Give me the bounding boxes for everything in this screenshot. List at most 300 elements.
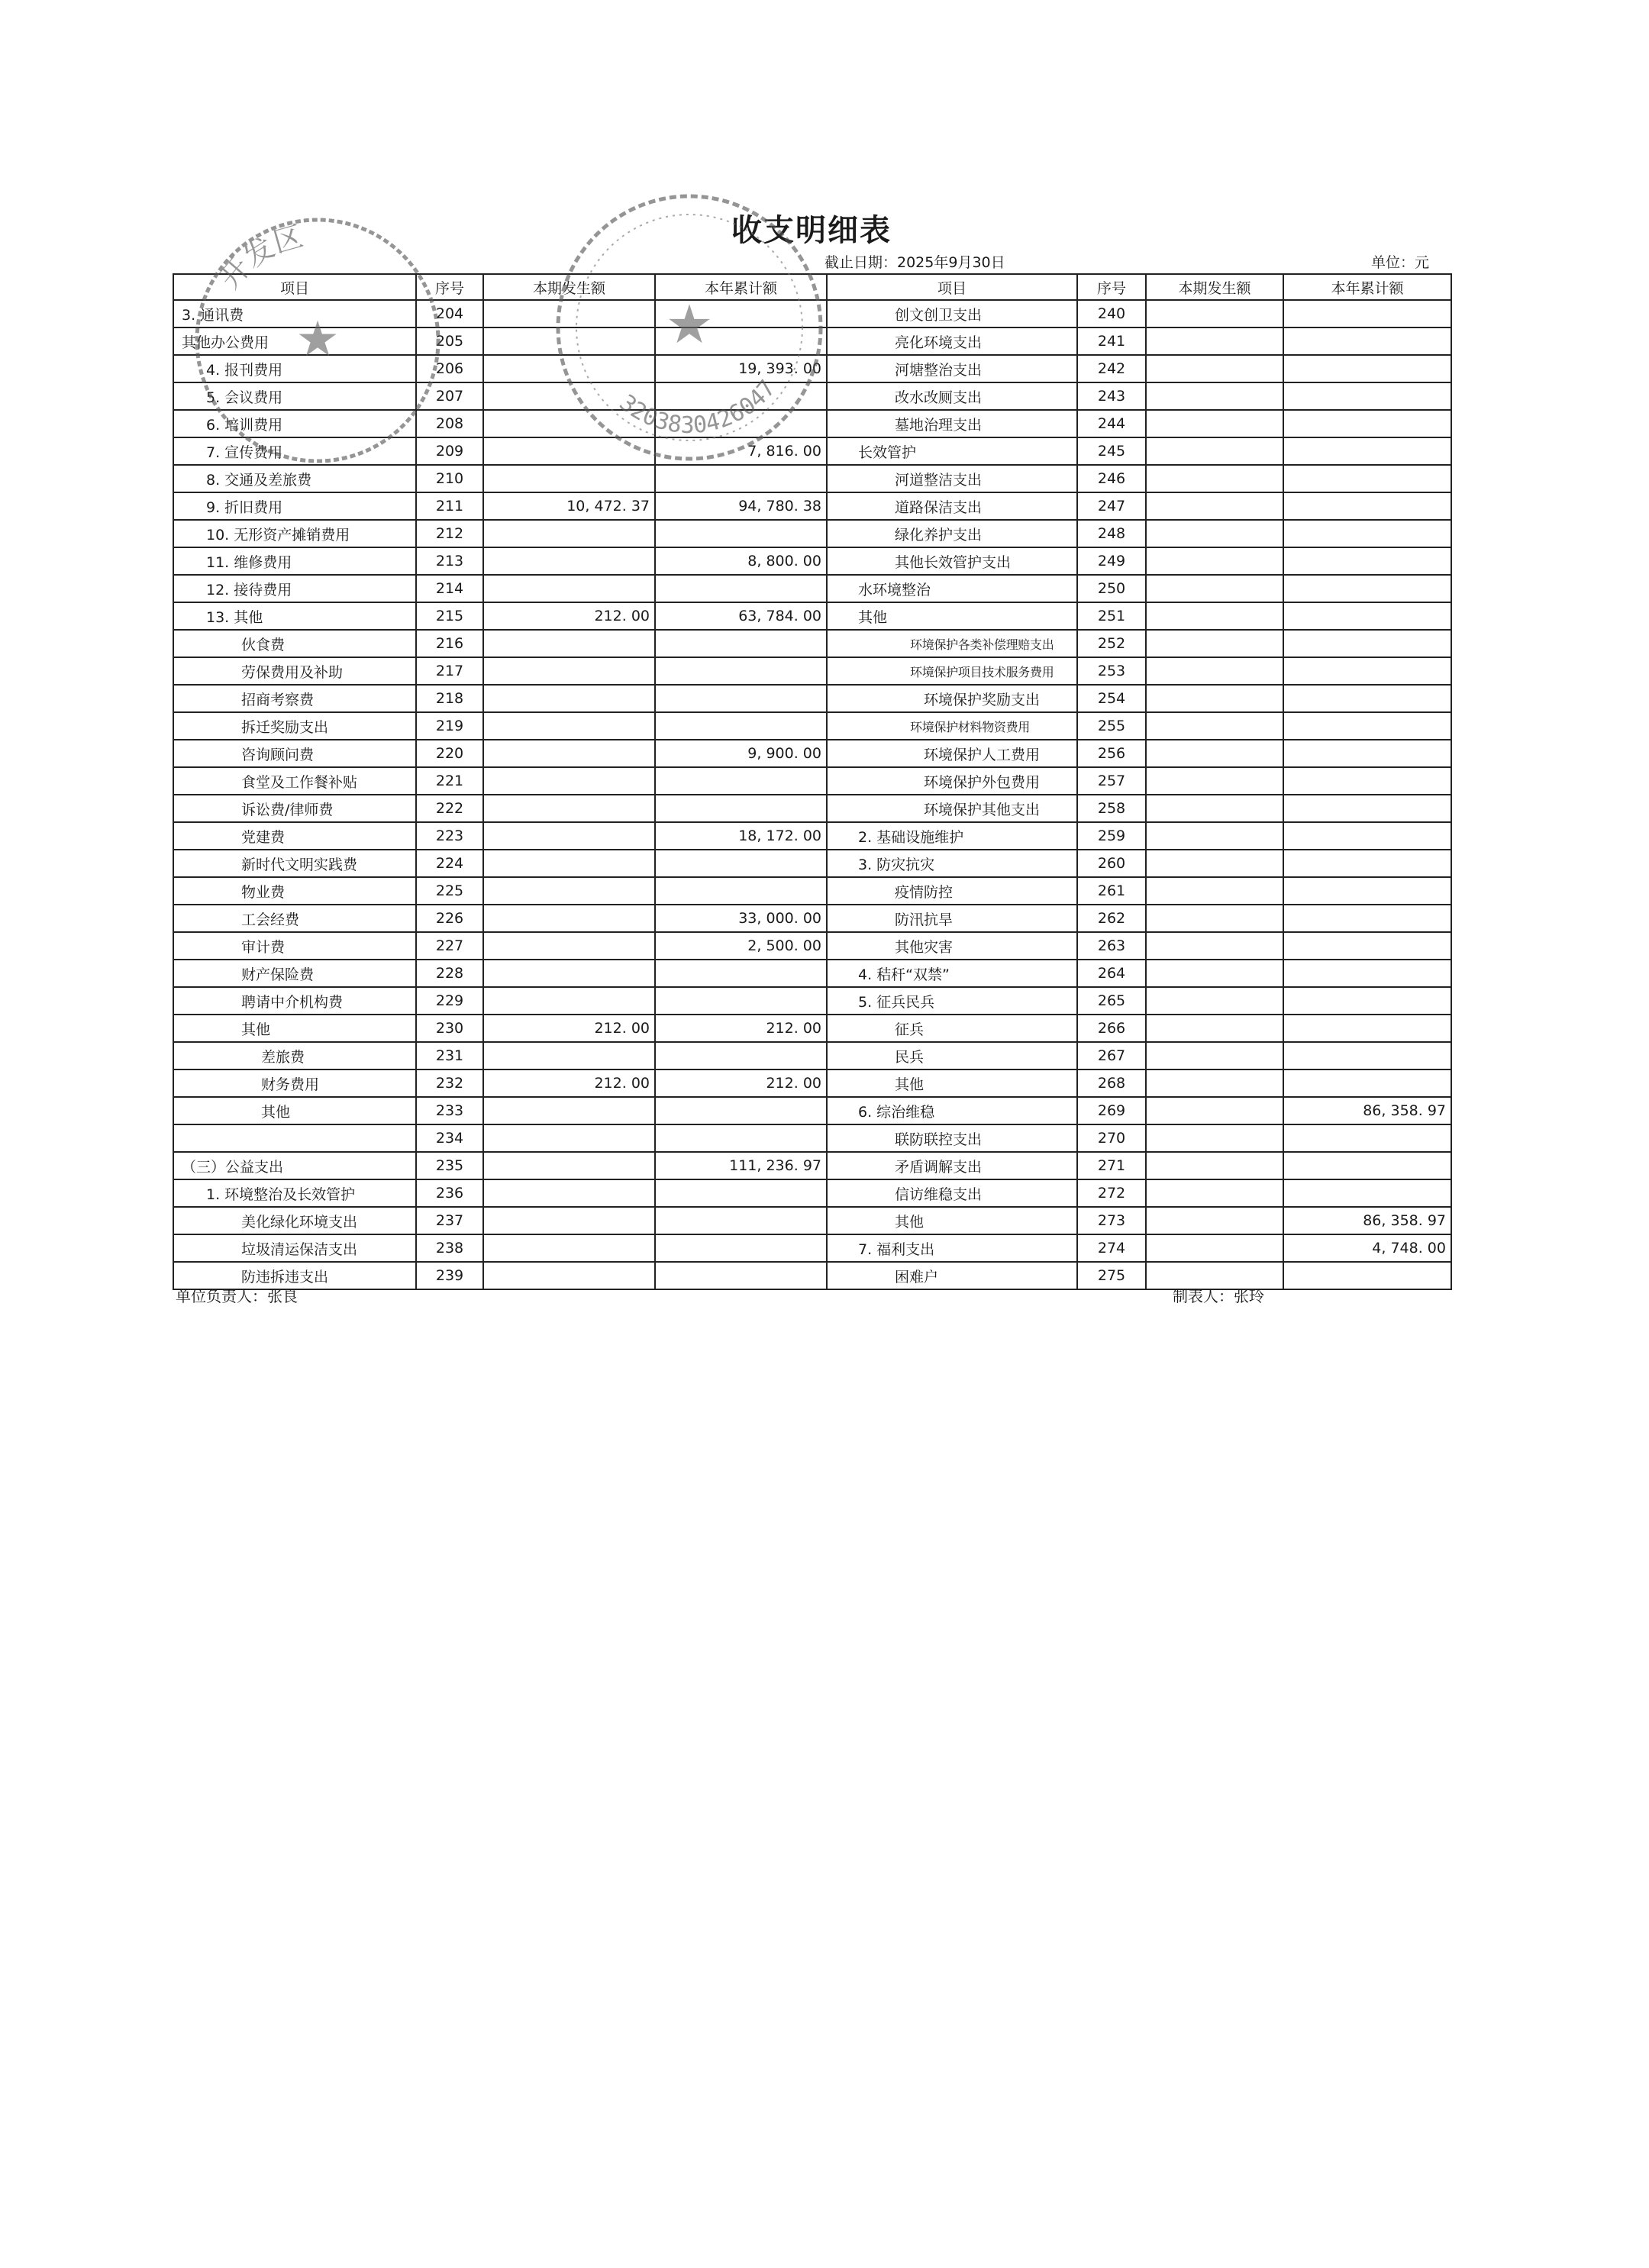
ledger-table	[173, 273, 1452, 1290]
left-ytd-cell	[655, 1097, 827, 1124]
right-seq-cell: 246	[1077, 465, 1146, 492]
left-item-cell: 财产保险费	[173, 960, 416, 987]
left-ytd-cell	[655, 987, 827, 1015]
right-seq-cell: 259	[1077, 822, 1146, 850]
right-item-cell: 6. 综治维稳	[827, 1097, 1077, 1124]
left-item-cell	[173, 1124, 416, 1152]
left-seq-cell: 233	[416, 1097, 483, 1124]
header-ytd-right: 本年累计额	[1283, 274, 1451, 300]
right-seq-cell: 270	[1077, 1124, 1146, 1152]
left-item-cell: 聘请中介机构费	[173, 987, 416, 1015]
right-ytd-cell	[1283, 382, 1451, 410]
table-row	[173, 1152, 1451, 1179]
right-seq-cell: 263	[1077, 932, 1146, 960]
left-current-cell	[483, 960, 655, 987]
right-item-cell: 其他长效管护支出	[827, 547, 1077, 575]
right-current-cell	[1146, 740, 1283, 767]
left-seq-cell: 208	[416, 410, 483, 437]
left-seq-cell: 205	[416, 327, 483, 355]
right-ytd-cell	[1283, 630, 1451, 657]
right-ytd-cell	[1283, 547, 1451, 575]
left-item-cell: 10. 无形资产摊销费用	[173, 520, 416, 547]
left-ytd-cell	[655, 1234, 827, 1262]
right-seq-cell: 256	[1077, 740, 1146, 767]
left-item-cell: 物业费	[173, 877, 416, 905]
right-item-cell: 环境保护项目技术服务费用	[827, 657, 1077, 685]
right-seq-cell: 267	[1077, 1042, 1146, 1069]
right-seq-cell: 253	[1077, 657, 1146, 685]
left-seq-cell: 211	[416, 492, 483, 520]
right-item-cell: 民兵	[827, 1042, 1077, 1069]
left-seq-cell: 229	[416, 987, 483, 1015]
left-current-cell: 212. 00	[483, 1015, 655, 1042]
table-header-row	[173, 274, 1451, 300]
right-ytd-cell	[1283, 602, 1451, 630]
left-item-cell: 党建费	[173, 822, 416, 850]
right-current-cell	[1146, 1097, 1283, 1124]
right-item-cell: 环境保护其他支出	[827, 795, 1077, 822]
right-ytd-cell	[1283, 795, 1451, 822]
left-item-cell: 7. 宣传费用	[173, 437, 416, 465]
right-current-cell	[1146, 1015, 1283, 1042]
left-ytd-cell	[655, 1124, 827, 1152]
right-item-cell: 5. 征兵民兵	[827, 987, 1077, 1015]
left-item-cell: 其他办公费用	[173, 327, 416, 355]
right-current-cell	[1146, 1069, 1283, 1097]
right-current-cell	[1146, 1152, 1283, 1179]
right-current-cell	[1146, 767, 1283, 795]
left-ytd-cell	[655, 1042, 827, 1069]
left-ytd-cell	[655, 520, 827, 547]
right-seq-cell: 272	[1077, 1179, 1146, 1207]
right-ytd-cell	[1283, 1262, 1451, 1289]
right-ytd-cell	[1283, 437, 1451, 465]
table-row	[173, 410, 1451, 437]
left-item-cell: 诉讼费/律师费	[173, 795, 416, 822]
left-item-cell: 招商考察费	[173, 685, 416, 712]
left-ytd-cell: 18, 172. 00	[655, 822, 827, 850]
header-current-left: 本期发生额	[483, 274, 655, 300]
header-item-right: 项目	[827, 274, 1077, 300]
table-row	[173, 657, 1451, 685]
table-row	[173, 712, 1451, 740]
right-seq-cell: 251	[1077, 602, 1146, 630]
left-item-cell: 1. 环境整治及长效管护	[173, 1179, 416, 1207]
left-seq-cell: 228	[416, 960, 483, 987]
right-item-cell: 改水改厕支出	[827, 382, 1077, 410]
right-current-cell	[1146, 877, 1283, 905]
left-item-cell: 13. 其他	[173, 602, 416, 630]
left-seq-cell: 227	[416, 932, 483, 960]
left-current-cell	[483, 520, 655, 547]
right-current-cell	[1146, 382, 1283, 410]
table-row	[173, 492, 1451, 520]
left-current-cell	[483, 795, 655, 822]
left-item-cell: 9. 折旧费用	[173, 492, 416, 520]
right-current-cell	[1146, 850, 1283, 877]
table-row	[173, 1042, 1451, 1069]
right-seq-cell: 260	[1077, 850, 1146, 877]
left-item-cell: 3. 通讯费	[173, 300, 416, 327]
table-row	[173, 822, 1451, 850]
header-seq-left: 序号	[416, 274, 483, 300]
left-ytd-cell: 33, 000. 00	[655, 905, 827, 932]
table-row	[173, 382, 1451, 410]
left-ytd-cell	[655, 465, 827, 492]
left-ytd-cell	[655, 712, 827, 740]
left-seq-cell: 217	[416, 657, 483, 685]
left-current-cell	[483, 1042, 655, 1069]
right-current-cell	[1146, 410, 1283, 437]
table-row	[173, 877, 1451, 905]
right-item-cell: 疫情防控	[827, 877, 1077, 905]
table-row	[173, 300, 1451, 327]
right-item-cell: 3. 防灾抗灾	[827, 850, 1077, 877]
left-current-cell	[483, 850, 655, 877]
left-seq-cell: 204	[416, 300, 483, 327]
right-current-cell	[1146, 602, 1283, 630]
right-item-cell: 困难户	[827, 1262, 1077, 1289]
right-ytd-cell: 86, 358. 97	[1283, 1207, 1451, 1234]
right-ytd-cell	[1283, 300, 1451, 327]
right-current-cell	[1146, 1124, 1283, 1152]
right-seq-cell: 250	[1077, 575, 1146, 602]
header-seq-right: 序号	[1077, 274, 1146, 300]
right-ytd-cell	[1283, 905, 1451, 932]
left-seq-cell: 226	[416, 905, 483, 932]
table-row	[173, 795, 1451, 822]
left-seq-cell: 220	[416, 740, 483, 767]
right-item-cell: 其他	[827, 1207, 1077, 1234]
right-seq-cell: 264	[1077, 960, 1146, 987]
header-current-right: 本期发生额	[1146, 274, 1283, 300]
right-ytd-cell	[1283, 492, 1451, 520]
right-seq-cell: 275	[1077, 1262, 1146, 1289]
right-ytd-cell	[1283, 1179, 1451, 1207]
right-current-cell	[1146, 492, 1283, 520]
left-current-cell	[483, 630, 655, 657]
right-seq-cell: 248	[1077, 520, 1146, 547]
right-seq-cell: 241	[1077, 327, 1146, 355]
left-item-cell: 6. 培训费用	[173, 410, 416, 437]
right-current-cell	[1146, 520, 1283, 547]
right-item-cell: 水环境整治	[827, 575, 1077, 602]
left-item-cell: 拆迁奖励支出	[173, 712, 416, 740]
right-ytd-cell	[1283, 685, 1451, 712]
left-item-cell: 垃圾清运保洁支出	[173, 1234, 416, 1262]
left-current-cell	[483, 437, 655, 465]
left-current-cell	[483, 987, 655, 1015]
right-seq-cell: 242	[1077, 355, 1146, 382]
left-ytd-cell: 212. 00	[655, 1015, 827, 1042]
left-seq-cell: 238	[416, 1234, 483, 1262]
right-ytd-cell	[1283, 877, 1451, 905]
left-current-cell	[483, 767, 655, 795]
left-ytd-cell	[655, 1207, 827, 1234]
right-ytd-cell	[1283, 960, 1451, 987]
right-current-cell	[1146, 575, 1283, 602]
table-row	[173, 1179, 1451, 1207]
table-row	[173, 602, 1451, 630]
table-row	[173, 1015, 1451, 1042]
preparer: 制表人：张玲	[1173, 1287, 1264, 1305]
right-ytd-cell	[1283, 575, 1451, 602]
left-ytd-cell	[655, 575, 827, 602]
left-ytd-cell	[655, 960, 827, 987]
right-seq-cell: 265	[1077, 987, 1146, 1015]
right-current-cell	[1146, 657, 1283, 685]
left-current-cell	[483, 712, 655, 740]
right-current-cell	[1146, 685, 1283, 712]
right-item-cell: 4. 秸秆“双禁”	[827, 960, 1077, 987]
svg-text:★: ★	[295, 311, 340, 368]
left-current-cell	[483, 1262, 655, 1289]
left-ytd-cell: 19, 393. 00	[655, 355, 827, 382]
right-item-cell: 7. 福利支出	[827, 1234, 1077, 1262]
left-item-cell: 工会经费	[173, 905, 416, 932]
right-ytd-cell	[1283, 327, 1451, 355]
left-current-cell	[483, 327, 655, 355]
left-item-cell: 新时代文明实践费	[173, 850, 416, 877]
left-item-cell: 劳保费用及补助	[173, 657, 416, 685]
left-seq-cell: 225	[416, 877, 483, 905]
left-seq-cell: 216	[416, 630, 483, 657]
right-ytd-cell	[1283, 1042, 1451, 1069]
left-item-cell: 咨询顾问费	[173, 740, 416, 767]
ledger-body	[173, 300, 1451, 1289]
right-current-cell	[1146, 932, 1283, 960]
left-seq-cell: 221	[416, 767, 483, 795]
left-current-cell	[483, 465, 655, 492]
left-ytd-cell: 2, 500. 00	[655, 932, 827, 960]
right-current-cell	[1146, 905, 1283, 932]
left-ytd-cell: 7, 816. 00	[655, 437, 827, 465]
svg-text:★: ★	[665, 293, 714, 356]
right-ytd-cell	[1283, 1015, 1451, 1042]
right-current-cell	[1146, 465, 1283, 492]
left-ytd-cell	[655, 410, 827, 437]
table-row	[173, 740, 1451, 767]
header-ytd-left: 本年累计额	[655, 274, 827, 300]
right-ytd-cell	[1283, 932, 1451, 960]
right-item-cell: 环境保护各类补偿理赔支出	[827, 630, 1077, 657]
left-ytd-cell: 9, 900. 00	[655, 740, 827, 767]
right-current-cell	[1146, 1234, 1283, 1262]
table-row	[173, 1069, 1451, 1097]
left-current-cell	[483, 547, 655, 575]
table-row	[173, 547, 1451, 575]
left-item-cell: 其他	[173, 1097, 416, 1124]
left-seq-cell: 210	[416, 465, 483, 492]
table-row	[173, 437, 1451, 465]
left-item-cell: 食堂及工作餐补贴	[173, 767, 416, 795]
right-ytd-cell: 4, 748. 00	[1283, 1234, 1451, 1262]
table-row	[173, 767, 1451, 795]
left-seq-cell: 224	[416, 850, 483, 877]
left-current-cell	[483, 1207, 655, 1234]
seal-code-text: 3203830426047	[614, 375, 782, 440]
left-current-cell	[483, 410, 655, 437]
right-ytd-cell	[1283, 410, 1451, 437]
table-row	[173, 575, 1451, 602]
left-current-cell	[483, 1097, 655, 1124]
right-ytd-cell	[1283, 850, 1451, 877]
right-item-cell: 防汛抗旱	[827, 905, 1077, 932]
right-current-cell	[1146, 327, 1283, 355]
left-item-cell: 5. 会议费用	[173, 382, 416, 410]
left-seq-cell: 215	[416, 602, 483, 630]
right-ytd-cell	[1283, 465, 1451, 492]
right-ytd-cell	[1283, 822, 1451, 850]
left-item-cell: （三）公益支出	[173, 1152, 416, 1179]
left-current-cell: 10, 472. 37	[483, 492, 655, 520]
left-item-cell: 审计费	[173, 932, 416, 960]
table-row	[173, 355, 1451, 382]
right-ytd-cell	[1283, 1069, 1451, 1097]
right-item-cell: 联防联控支出	[827, 1124, 1077, 1152]
left-current-cell	[483, 300, 655, 327]
right-seq-cell: 240	[1077, 300, 1146, 327]
left-current-cell	[483, 932, 655, 960]
right-seq-cell: 247	[1077, 492, 1146, 520]
left-ytd-cell	[655, 1179, 827, 1207]
left-ytd-cell	[655, 877, 827, 905]
left-seq-cell: 236	[416, 1179, 483, 1207]
right-item-cell: 2. 基础设施维护	[827, 822, 1077, 850]
left-seq-cell: 223	[416, 822, 483, 850]
left-current-cell	[483, 1124, 655, 1152]
right-current-cell	[1146, 987, 1283, 1015]
right-item-cell: 征兵	[827, 1015, 1077, 1042]
left-ytd-cell: 212. 00	[655, 1069, 827, 1097]
responsible-person: 单位负责人：张良	[176, 1287, 298, 1305]
right-ytd-cell	[1283, 1152, 1451, 1179]
left-seq-cell: 213	[416, 547, 483, 575]
right-ytd-cell	[1283, 355, 1451, 382]
table-row	[173, 905, 1451, 932]
right-ytd-cell	[1283, 767, 1451, 795]
left-current-cell	[483, 1234, 655, 1262]
left-current-cell	[483, 1152, 655, 1179]
right-item-cell: 环境保护奖励支出	[827, 685, 1077, 712]
table-row	[173, 1207, 1451, 1234]
right-current-cell	[1146, 1207, 1283, 1234]
right-seq-cell: 257	[1077, 767, 1146, 795]
right-seq-cell: 273	[1077, 1207, 1146, 1234]
deadline-date: 截止日期：2025年9月30日	[824, 254, 1005, 271]
left-seq-cell: 218	[416, 685, 483, 712]
right-item-cell: 其他灾害	[827, 932, 1077, 960]
right-ytd-cell	[1283, 740, 1451, 767]
left-seq-cell: 206	[416, 355, 483, 382]
right-seq-cell: 245	[1077, 437, 1146, 465]
left-item-cell: 伙食费	[173, 630, 416, 657]
right-item-cell: 环境保护人工费用	[827, 740, 1077, 767]
right-ytd-cell: 86, 358. 97	[1283, 1097, 1451, 1124]
right-item-cell: 亮化环境支出	[827, 327, 1077, 355]
left-seq-cell: 235	[416, 1152, 483, 1179]
left-ytd-cell: 63, 784. 00	[655, 602, 827, 630]
table-row	[173, 850, 1451, 877]
left-ytd-cell: 94, 780. 38	[655, 492, 827, 520]
left-current-cell: 212. 00	[483, 1069, 655, 1097]
right-item-cell: 长效管护	[827, 437, 1077, 465]
right-seq-cell: 258	[1077, 795, 1146, 822]
table-row	[173, 987, 1451, 1015]
right-seq-cell: 266	[1077, 1015, 1146, 1042]
right-seq-cell: 269	[1077, 1097, 1146, 1124]
left-current-cell	[483, 740, 655, 767]
right-item-cell: 绿化养护支出	[827, 520, 1077, 547]
right-ytd-cell	[1283, 1124, 1451, 1152]
table-row	[173, 685, 1451, 712]
table-row	[173, 1097, 1451, 1124]
left-ytd-cell	[655, 685, 827, 712]
right-seq-cell: 254	[1077, 685, 1146, 712]
left-seq-cell: 209	[416, 437, 483, 465]
left-current-cell	[483, 382, 655, 410]
left-item-cell: 财务费用	[173, 1069, 416, 1097]
right-ytd-cell	[1283, 520, 1451, 547]
table-row	[173, 630, 1451, 657]
left-seq-cell: 232	[416, 1069, 483, 1097]
currency-unit: 单位：元	[1371, 254, 1430, 271]
left-ytd-cell	[655, 850, 827, 877]
right-current-cell	[1146, 1042, 1283, 1069]
right-item-cell: 矛盾调解支出	[827, 1152, 1077, 1179]
seal-left-text: 开发区	[212, 219, 307, 295]
document-title: 收支明细表	[731, 213, 892, 248]
left-ytd-cell	[655, 1262, 827, 1289]
left-current-cell	[483, 575, 655, 602]
left-seq-cell: 212	[416, 520, 483, 547]
right-item-cell: 创文创卫支出	[827, 300, 1077, 327]
left-ytd-cell	[655, 300, 827, 327]
left-seq-cell: 234	[416, 1124, 483, 1152]
left-seq-cell: 231	[416, 1042, 483, 1069]
left-current-cell: 212. 00	[483, 602, 655, 630]
right-current-cell	[1146, 437, 1283, 465]
right-item-cell: 河塘整治支出	[827, 355, 1077, 382]
left-seq-cell: 230	[416, 1015, 483, 1042]
right-current-cell	[1146, 300, 1283, 327]
left-ytd-cell	[655, 630, 827, 657]
left-ytd-cell	[655, 795, 827, 822]
table-row	[173, 327, 1451, 355]
left-item-cell: 美化绿化环境支出	[173, 1207, 416, 1234]
right-item-cell: 环境保护材料物资费用	[827, 712, 1077, 740]
left-current-cell	[483, 822, 655, 850]
table-row	[173, 960, 1451, 987]
left-item-cell: 差旅费	[173, 1042, 416, 1069]
left-current-cell	[483, 877, 655, 905]
table-row	[173, 1124, 1451, 1152]
left-ytd-cell	[655, 657, 827, 685]
table-row	[173, 465, 1451, 492]
right-seq-cell: 255	[1077, 712, 1146, 740]
right-current-cell	[1146, 795, 1283, 822]
right-ytd-cell	[1283, 987, 1451, 1015]
left-seq-cell: 237	[416, 1207, 483, 1234]
right-seq-cell: 268	[1077, 1069, 1146, 1097]
left-seq-cell: 239	[416, 1262, 483, 1289]
left-seq-cell: 219	[416, 712, 483, 740]
left-item-cell: 其他	[173, 1015, 416, 1042]
right-ytd-cell	[1283, 657, 1451, 685]
right-seq-cell: 262	[1077, 905, 1146, 932]
right-seq-cell: 243	[1077, 382, 1146, 410]
table-row	[173, 1234, 1451, 1262]
